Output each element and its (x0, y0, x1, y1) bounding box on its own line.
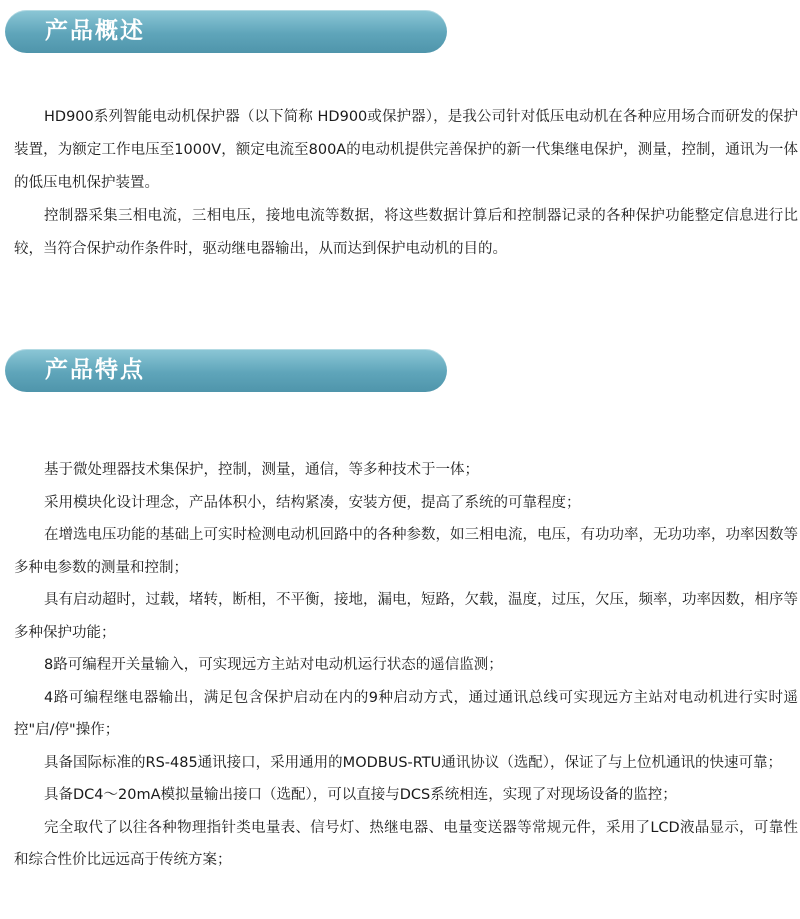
feature-item: 4路可编程继电器输出，满足包含保护启动在内的9种启动方式，通过通讯总线可实现远方主站对电动机进行实时遥控"启/停"操作； (14, 689, 798, 738)
feature-item: 基于微处理器技术集保护，控制，测量，通信，等多种技术于一体； (44, 462, 479, 478)
overview-paragraph-2: 控制器采集三相电流，三相电压，接地电流等数据，将这些数据计算后和控制器记录的各种保护功能整定信息进行比较，当符合保护动作条件时，驱动继电器输出，从而达到保护电动机的目的。 (14, 208, 798, 257)
feature-item: 具有启动超时，过载，堵转，断相，不平衡，接地，漏电，短路，欠载，温度，过压，欠压，频率，功率因数，相序等多种保护功能； (14, 592, 798, 641)
features-list (14, 454, 798, 877)
section-header-overview (5, 10, 447, 53)
section-title-overview: 产品概述 (45, 18, 145, 44)
section-header-features (5, 349, 447, 392)
overview-paragraph-1: HD900系列智能电动机保护器（以下简称 HD900或保护器），是我公司针对低压电动机在各种应用场合而研发的保护装置，为额定工作电压至1000V，额定电流至800A的电动机提供完善保护的新一代集继电保护，测量，控制，通讯为一体的低压电机保护装置。 (14, 109, 798, 191)
feature-item: 具备国际标准的RS-485通讯接口，采用通用的MODBUS-RTU通讯协议（选配），保证了与上位机通讯的快速可靠； (44, 754, 783, 771)
feature-item: 8路可编程开关量输入，可实现远方主站对电动机运行状态的遥信监测； (44, 657, 503, 673)
feature-item: 完全取代了以往各种物理指针类电量表、信号灯、热继电器、电量变送器等常规元件，采用了LCD液晶显示，可靠性和综合性价比远远高于传统方案； (14, 819, 798, 868)
feature-item: 具备DC4～20mA模拟量输出接口（选配），可以直接与DCS系统相连，实现了对现场设备的监控； (44, 787, 677, 803)
feature-item: 在增选电压功能的基础上可实时检测电动机回路中的各种参数，如三相电流，电压，有功功率，无功功率，功率因数等多种电参数的测量和控制； (14, 527, 798, 576)
feature-item: 采用模块化设计理念，产品体积小，结构紧凑，安装方便，提高了系统的可靠程度； (44, 494, 581, 511)
section-title-features: 产品特点 (45, 357, 145, 383)
